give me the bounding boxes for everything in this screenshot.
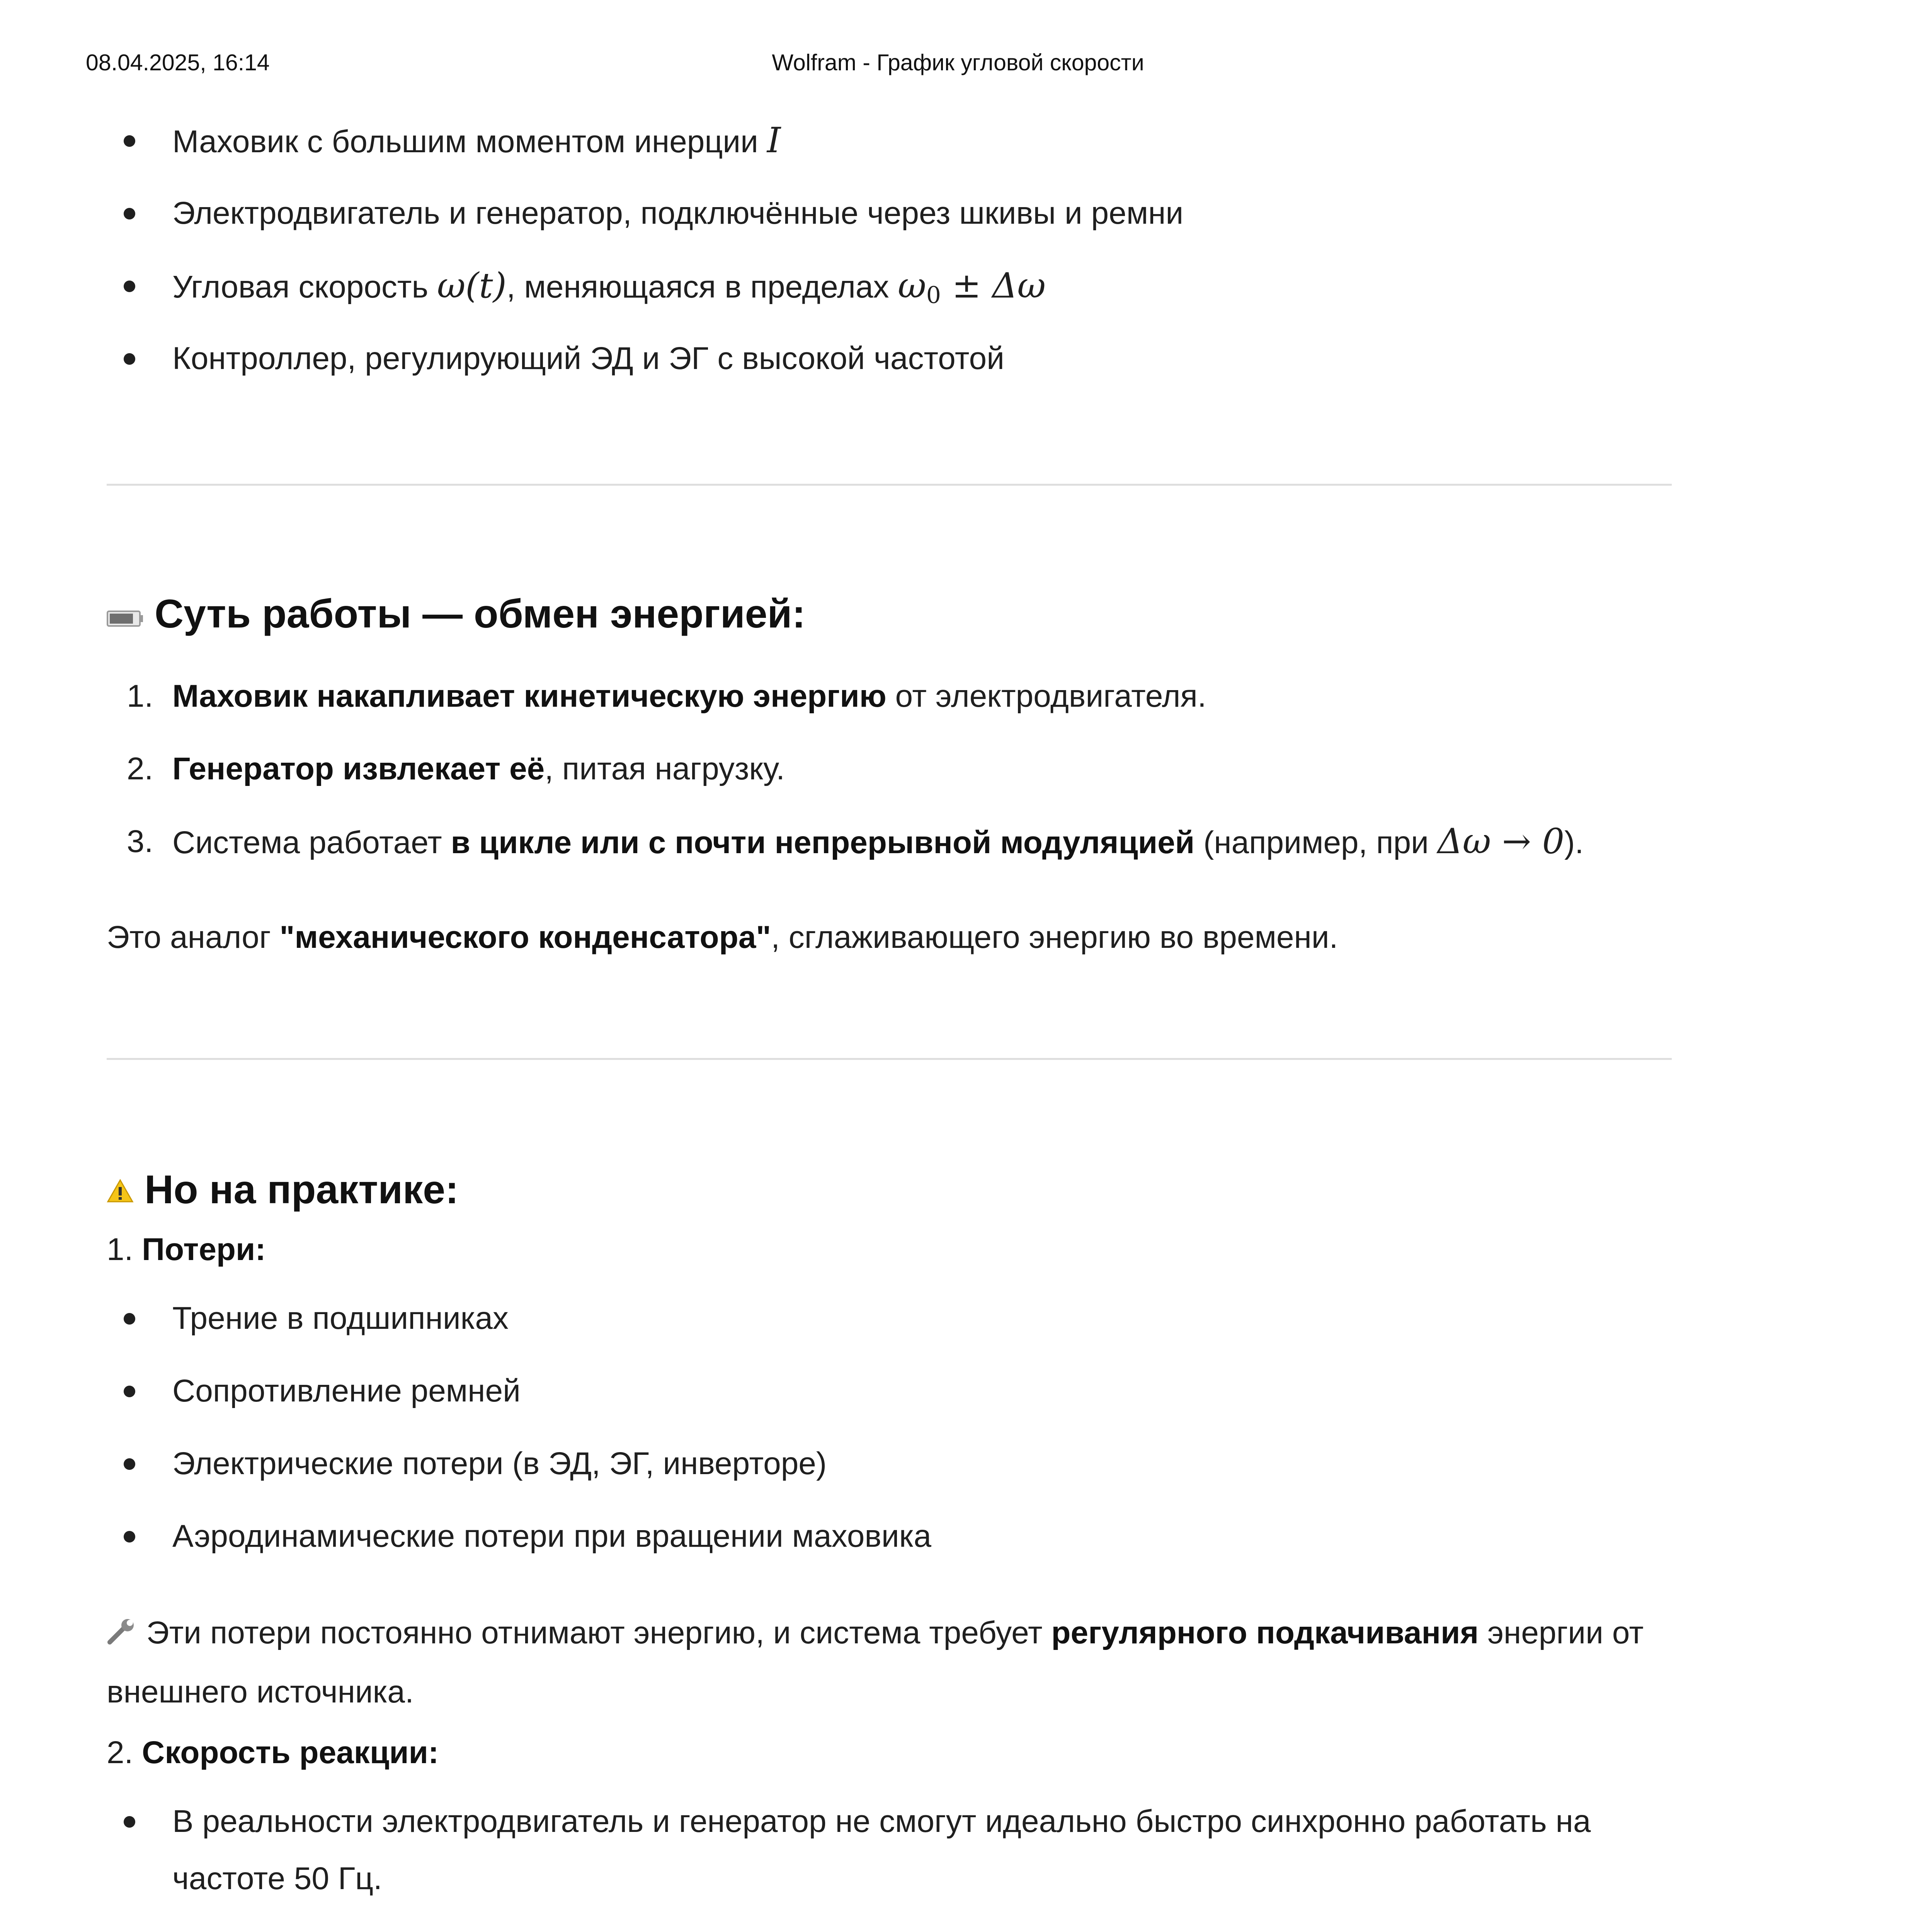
subheading-reaction-speed: 2. Скорость реакции: <box>107 1735 439 1770</box>
bullet-icon <box>124 1386 135 1397</box>
bullet-icon <box>124 281 135 292</box>
losses-note: Эти потери постоянно отнимают энергию, и система требует регулярного подкачивания энергии от внешнего источника. <box>107 1604 1672 1721</box>
bullet-icon <box>124 208 135 219</box>
bullet-icon <box>124 1458 135 1470</box>
warning-icon <box>107 1167 134 1213</box>
bullet-icon <box>124 353 135 365</box>
bullet-icon <box>124 1531 135 1543</box>
divider <box>107 1058 1672 1060</box>
paragraph: Это аналог "механического конденсатора", сглаживающего энергию во времени. <box>107 920 1338 955</box>
section-heading-in-practice: Но на практике: <box>107 1167 459 1213</box>
subheading-losses: 1. Потери: <box>107 1232 266 1267</box>
bullet-icon <box>124 135 135 147</box>
bullet-icon <box>124 1816 135 1828</box>
wrench-icon <box>107 1606 138 1663</box>
section-heading-energy-exchange: Суть работы — обмен энергией: <box>107 591 805 637</box>
divider <box>107 484 1672 486</box>
battery-icon <box>107 591 144 637</box>
print-datetime: 08.04.2025, 16:14 <box>86 50 270 75</box>
bullet-icon <box>124 1313 135 1325</box>
print-page-title: Wolfram - График угловой скорости <box>772 50 1144 75</box>
